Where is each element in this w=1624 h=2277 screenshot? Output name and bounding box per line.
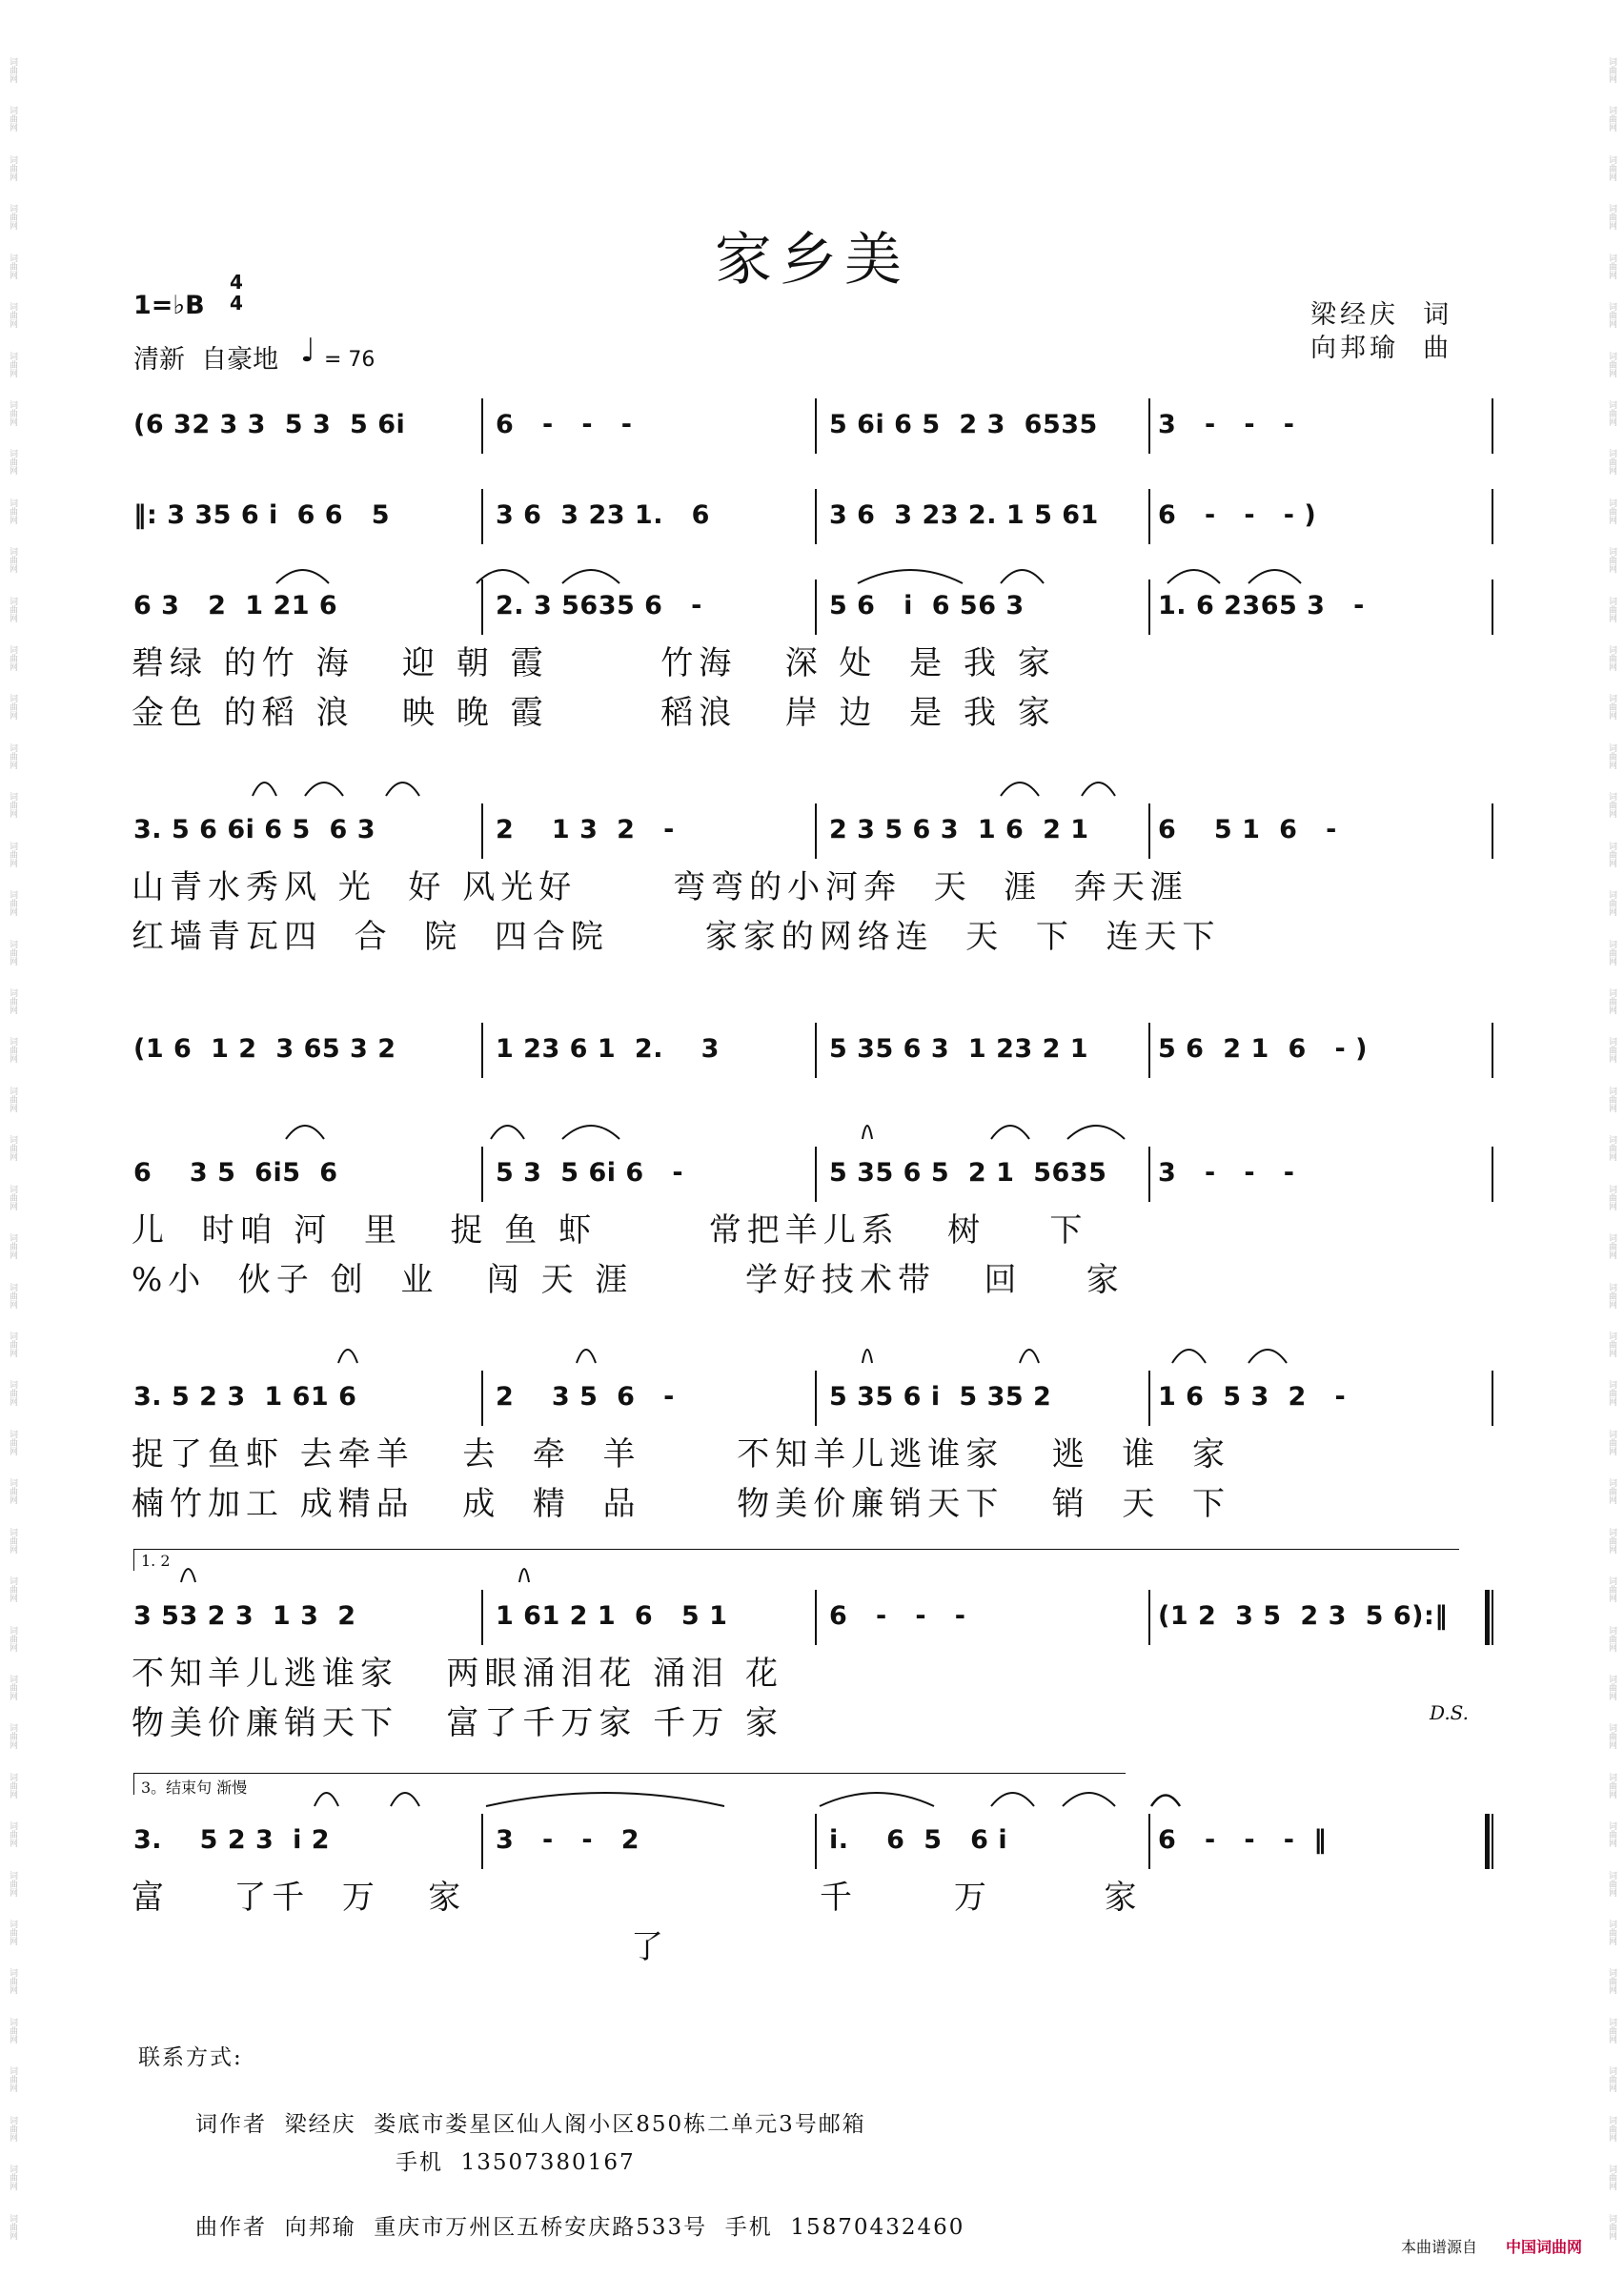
slur-arc <box>253 783 276 796</box>
watermark-glyph: 词曲网 <box>8 498 17 524</box>
volta-label: 3。结束句 渐慢 <box>141 1779 248 1797</box>
watermark-glyph: 词曲网 <box>8 302 17 329</box>
measure-notes: 3. 5 2 3 1 61 6 <box>133 1382 357 1412</box>
watermark-glyph: 词曲网 <box>1607 1821 1616 1848</box>
watermark-glyph: 词曲网 <box>8 596 17 622</box>
slur-arc <box>391 1793 419 1806</box>
watermark-glyph: 词曲网 <box>1607 742 1616 769</box>
tempo-value: = 76 <box>324 348 376 372</box>
lyricist-contact: 词作者 梁经庆 娄底市娄星区仙人阁小区850栋二单元3号邮箱 <box>195 2112 866 2137</box>
slur-arc <box>477 570 529 583</box>
lyric-verse-1: 富 了千 万 家 <box>132 1879 467 1917</box>
watermark-glyph: 词曲网 <box>1607 2213 1616 2240</box>
slur-arc <box>1167 570 1220 583</box>
slur-arc <box>305 783 343 796</box>
watermark-glyph: 词曲网 <box>1607 449 1616 476</box>
site-brand-link[interactable]: 中国词曲网 <box>1506 2238 1583 2256</box>
measure-notes: 5 6i 6 5 2 3 6535 <box>829 410 1098 439</box>
watermark-glyph: 词曲网 <box>8 1723 17 1750</box>
watermark-glyph: 词曲网 <box>1607 939 1616 966</box>
watermark-glyph: 词曲网 <box>1607 1331 1616 1357</box>
contact-heading: 联系方式: <box>138 2045 243 2070</box>
time-top: 4 <box>230 271 243 294</box>
watermark-glyph: 词曲网 <box>1607 1674 1616 1700</box>
watermark-glyph: 词曲网 <box>8 1576 17 1603</box>
watermark-glyph: 词曲网 <box>8 694 17 721</box>
watermark-glyph: 词曲网 <box>1607 988 1616 1015</box>
watermark-glyph: 词曲网 <box>1607 1037 1616 1064</box>
lyric-verse-1: 不知羊儿逃谁家 两眼涌泪花 涌泪 花 <box>132 1655 784 1693</box>
slur-arc <box>562 570 619 583</box>
dal-segno-mark: D.S. <box>1430 1701 1470 1724</box>
lyric-verse-1: 碧绿 的竹 海 迎 朝 霞 竹海 深 处 是 我 家 <box>132 644 1056 682</box>
watermark-glyph: 词曲网 <box>1607 1527 1616 1554</box>
watermark-glyph: 词曲网 <box>1607 1233 1616 1260</box>
watermark-glyph: 词曲网 <box>1607 1920 1616 1946</box>
slur-arc <box>858 570 963 583</box>
lyric-verse-2: 楠竹加工 成精品 成 精 品 物美价廉销天下 销 天 下 <box>132 1485 1230 1523</box>
slur-arc <box>1172 1350 1206 1363</box>
watermark-glyph: 词曲网 <box>1607 1968 1616 1995</box>
watermark-glyph: 词曲网 <box>1607 547 1616 574</box>
tempo-marking: 清新 自豪地 <box>133 345 279 375</box>
watermark-glyph: 词曲网 <box>8 2115 17 2142</box>
watermark-glyph: 词曲网 <box>1607 204 1616 231</box>
watermark-glyph: 词曲网 <box>1607 1282 1616 1309</box>
slur-arc <box>276 570 329 583</box>
lyric-verse-2: 金色 的稻 浪 映 晚 霞 稻浪 岸 边 是 我 家 <box>132 694 1056 732</box>
watermark-glyph: 词曲网 <box>8 1282 17 1309</box>
watermark-glyph: 词曲网 <box>1607 1135 1616 1162</box>
watermark-glyph: 词曲网 <box>8 547 17 574</box>
watermark-glyph: 词曲网 <box>1607 2165 1616 2191</box>
watermark-glyph: 词曲网 <box>8 645 17 672</box>
measure-notes: 5 35 6 3 1 23 2 1 <box>829 1034 1089 1064</box>
watermark-glyph: 词曲网 <box>1607 2017 1616 2043</box>
slur-arc <box>991 1126 1029 1139</box>
watermark-glyph: 词曲网 <box>1607 890 1616 917</box>
watermark-glyph: 词曲网 <box>8 1037 17 1064</box>
watermark-glyph: 词曲网 <box>8 890 17 917</box>
watermark-glyph: 词曲网 <box>8 1380 17 1407</box>
measure-notes: 3. 5 6 6i 6 5 6 3 <box>133 815 376 844</box>
watermark-glyph: 词曲网 <box>8 399 17 426</box>
watermark-glyph: 词曲网 <box>8 1920 17 1946</box>
composer-credit: 向邦瑜 曲 <box>1310 334 1453 363</box>
measure-notes: 5 6 2 1 6 - ) <box>1158 1034 1368 1064</box>
measure-notes: 3 6 3 23 1. 6 <box>496 500 710 530</box>
slur-arc <box>562 1126 619 1139</box>
watermark-glyph: 词曲网 <box>1607 1625 1616 1652</box>
watermark-glyph: 词曲网 <box>1607 2066 1616 2093</box>
lyric-verse-2: 物美价廉销天下 富了千万家 千万 家 <box>132 1704 784 1742</box>
watermark-glyph: 词曲网 <box>1607 2115 1616 2142</box>
measure-notes: 2 3 5 6 - <box>496 1382 675 1412</box>
watermark-glyph: 词曲网 <box>1607 1478 1616 1505</box>
watermark-glyph: 词曲网 <box>8 1821 17 1848</box>
measure-notes: 1 61 2 1 6 5 1 <box>496 1601 728 1631</box>
watermark-glyph: 词曲网 <box>1607 1184 1616 1210</box>
lyricist-credit: 梁经庆 词 <box>1310 300 1453 330</box>
measure-notes: 1. 6 2365 3 - <box>1158 591 1365 620</box>
watermark-glyph: 词曲网 <box>8 1429 17 1455</box>
slur-arc <box>577 1350 596 1363</box>
measure-notes: 5 6 i 6 56 3 <box>829 591 1025 620</box>
measure-notes: 1 6 5 3 2 - <box>1158 1382 1347 1412</box>
measure-notes: 5 35 6 5 2 1 5635 <box>829 1158 1107 1188</box>
watermark-glyph: 词曲网 <box>8 1527 17 1554</box>
measure-notes: 6 - - - ) <box>1158 500 1317 530</box>
watermark-glyph: 词曲网 <box>1607 253 1616 279</box>
lyric-verse-1: 儿 时咱 河 里 捉 鱼 虾 常把羊儿系 树 下 <box>132 1211 1088 1250</box>
watermark-glyph: 词曲网 <box>1607 645 1616 672</box>
slur-arc <box>181 1569 195 1582</box>
watermark-glyph: 词曲网 <box>1607 1429 1616 1455</box>
watermark-glyph: 词曲网 <box>8 1870 17 1897</box>
time-bottom: 4 <box>230 292 243 315</box>
measure-notes: 5 3 5 6i 6 - <box>496 1158 684 1188</box>
watermark-glyph: 词曲网 <box>8 253 17 279</box>
measure-notes: 2 3 5 6 3 1 6 2 1 <box>829 815 1089 844</box>
watermark-glyph: 词曲网 <box>8 1135 17 1162</box>
watermark-glyph: 词曲网 <box>1607 841 1616 867</box>
watermark-glyph: 词曲网 <box>1607 302 1616 329</box>
watermark-glyph: 词曲网 <box>8 792 17 819</box>
measure-notes: 3. 5 2 3 i 2 <box>133 1825 331 1855</box>
watermark-glyph: 词曲网 <box>1607 498 1616 524</box>
slur-arc <box>286 1126 324 1139</box>
key-signature: 1=♭B <box>133 291 205 320</box>
measure-notes: 3 - - - <box>1158 410 1295 439</box>
measure-notes: (6 32 3 3 5 3 5 6i <box>133 410 406 439</box>
measure-notes: (1 2 3 5 2 3 5 6):‖ <box>1158 1601 1449 1631</box>
watermark-glyph: 词曲网 <box>8 1086 17 1112</box>
slur-arc <box>1063 1793 1115 1806</box>
watermark-glyph: 词曲网 <box>1607 694 1616 721</box>
watermark-glyph: 词曲网 <box>8 988 17 1015</box>
watermark-glyph: 词曲网 <box>8 1233 17 1260</box>
measure-notes: 3 6 3 23 2. 1 5 61 <box>829 500 1099 530</box>
watermark-glyph: 词曲网 <box>8 742 17 769</box>
watermark-glyph: 词曲网 <box>8 1772 17 1799</box>
watermark-glyph: 词曲网 <box>1607 1086 1616 1112</box>
watermark-glyph: 词曲网 <box>1607 57 1616 83</box>
volta-label: 1. 2 <box>141 1552 171 1570</box>
watermark-glyph: 词曲网 <box>8 351 17 377</box>
watermark-glyph: 词曲网 <box>8 57 17 83</box>
slur-arc <box>863 1350 872 1363</box>
measure-notes: 5 35 6 i 5 35 2 <box>829 1382 1052 1412</box>
watermark-glyph: 词曲网 <box>1607 399 1616 426</box>
slur-arc <box>386 783 419 796</box>
watermark-glyph: 词曲网 <box>8 1478 17 1505</box>
watermark-glyph: 词曲网 <box>8 2017 17 2043</box>
slur-arc <box>1248 570 1301 583</box>
measure-notes: 6 5 1 6 - <box>1158 815 1337 844</box>
watermark-glyph: 词曲网 <box>8 2066 17 2093</box>
watermark-glyph: 词曲网 <box>8 939 17 966</box>
lyric-ending-note: 了 <box>631 1928 669 1966</box>
watermark-glyph: 词曲网 <box>8 1625 17 1652</box>
lyric-verse-1: 山青水秀风 光 好 风光好 弯弯的小河奔 天 涯 奔天涯 <box>132 868 1188 906</box>
slur-arc <box>1001 783 1039 796</box>
measure-notes: 6 - - - <box>829 1601 966 1631</box>
measure-notes: 3 53 2 3 1 3 2 <box>133 1601 356 1631</box>
slur-arc <box>491 1126 524 1139</box>
slur-arc <box>863 1126 872 1139</box>
measure-notes: 3 - - - <box>1158 1158 1295 1188</box>
watermark-glyph: 词曲网 <box>1607 154 1616 181</box>
slur-arc <box>1248 1350 1287 1363</box>
lyricist-phone: 手机 13507380167 <box>396 2150 636 2175</box>
measure-notes: 1 23 6 1 2. 3 <box>496 1034 720 1064</box>
slur-arc <box>1082 783 1115 796</box>
lyric-verse-2: %小 伙子 创 业 闯 天 涯 学好技术带 回 家 <box>132 1261 1125 1299</box>
measure-notes: i. 6 5 6 i <box>829 1825 1008 1855</box>
slur-arc <box>1067 1126 1125 1139</box>
composer-contact: 曲作者 向邦瑜 重庆市万州区五桥安庆路533号 手机 15870432460 <box>195 2215 965 2240</box>
lyric-verse-2: 红墙青瓦四 合 院 四合院 家家的网络连 天 下 连天下 <box>132 918 1221 956</box>
slur-arc <box>486 1793 724 1806</box>
watermark-glyph: 词曲网 <box>1607 792 1616 819</box>
fermata-mark <box>1151 1796 1180 1807</box>
watermark-glyph: 词曲网 <box>8 841 17 867</box>
watermark-glyph: 词曲网 <box>8 1184 17 1210</box>
watermark-glyph: 词曲网 <box>8 1968 17 1995</box>
watermark-glyph: 词曲网 <box>8 449 17 476</box>
measure-notes: 6 3 2 1 21 6 <box>133 591 338 620</box>
measure-notes: 6 3 5 6i5 6 <box>133 1158 338 1188</box>
watermark-glyph: 词曲网 <box>1607 1772 1616 1799</box>
measure-notes: 6 - - - ‖ <box>1158 1825 1328 1855</box>
lyric-verse-1: 捉了鱼虾 去牵羊 去 牵 羊 不知羊儿逃谁家 逃 谁 家 <box>132 1435 1230 1474</box>
watermark-glyph: 词曲网 <box>1607 106 1616 132</box>
measure-notes: 6 - - - <box>496 410 633 439</box>
watermark-glyph: 词曲网 <box>1607 1723 1616 1750</box>
watermark-glyph: 词曲网 <box>8 2165 17 2191</box>
measure-notes: 2 1 3 2 - <box>496 815 675 844</box>
slur-arc <box>1001 570 1044 583</box>
watermark-glyph: 词曲网 <box>8 1331 17 1357</box>
slur-arc <box>820 1793 934 1806</box>
watermark-glyph: 词曲网 <box>8 204 17 231</box>
slur-arc <box>519 1569 529 1582</box>
slur-arc <box>991 1793 1034 1806</box>
quarter-note-icon: ♩ <box>300 332 316 370</box>
slur-arc <box>315 1793 338 1806</box>
measure-notes: (1 6 1 2 3 65 3 2 <box>133 1034 396 1064</box>
lyric-ending-tail: 千 万 家 <box>820 1879 1143 1917</box>
source-note: 本曲谱源自 <box>1401 2238 1478 2256</box>
watermark-glyph: 词曲网 <box>8 1674 17 1700</box>
song-title: 家乡美 <box>715 227 909 294</box>
slur-arc <box>338 1350 357 1363</box>
watermark-glyph: 词曲网 <box>1607 1576 1616 1603</box>
measure-notes: ‖: 3 35 6 i 6 6 5 <box>133 500 391 530</box>
watermark-glyph: 词曲网 <box>1607 351 1616 377</box>
measure-notes: 3 - - 2 <box>496 1825 640 1855</box>
watermark-glyph: 词曲网 <box>1607 1380 1616 1407</box>
watermark-glyph: 词曲网 <box>8 106 17 132</box>
watermark-glyph: 词曲网 <box>1607 596 1616 622</box>
watermark-glyph: 词曲网 <box>8 154 17 181</box>
watermark-glyph: 词曲网 <box>1607 1870 1616 1897</box>
measure-notes: 2. 3 5635 6 - <box>496 591 702 620</box>
slur-arc <box>1020 1350 1039 1363</box>
watermark-glyph: 词曲网 <box>8 2213 17 2240</box>
